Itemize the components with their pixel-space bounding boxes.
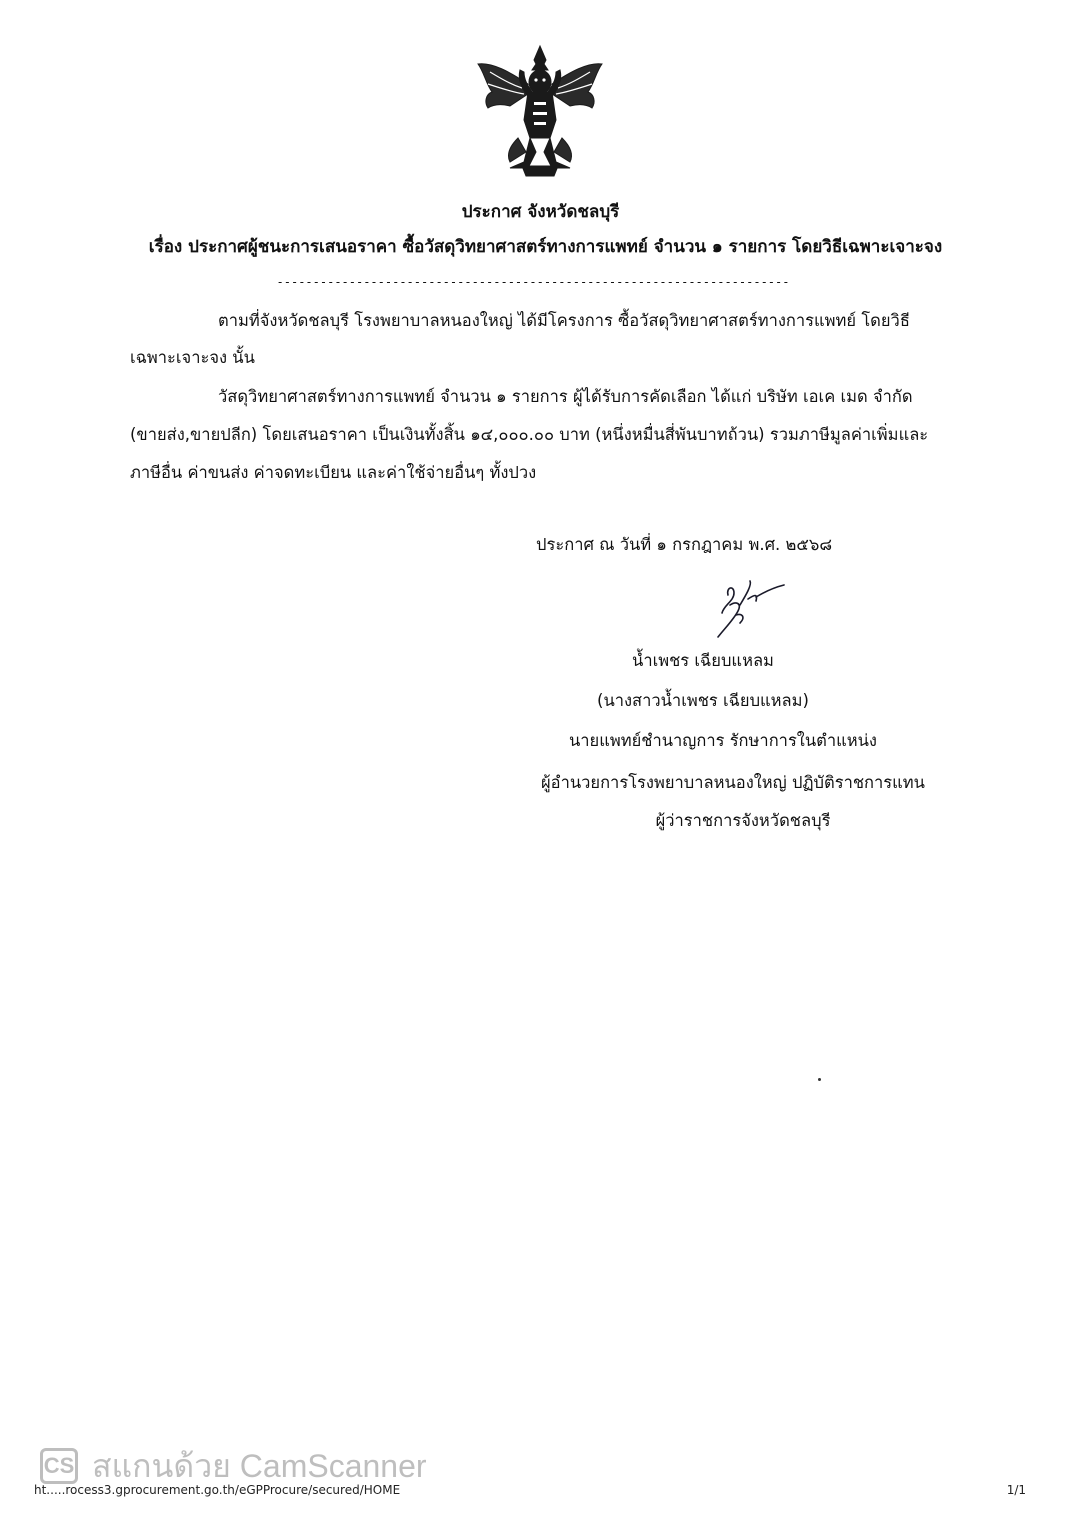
garuda-emblem-icon: [470, 42, 610, 178]
camscanner-logo-icon: CS: [40, 1448, 78, 1484]
footer-url: ht.....rocess3.gprocurement.go.th/eGPProcure/secured/HOME: [34, 1483, 401, 1497]
body-paragraph-line: ตามที่จังหวัดชลบุรี โรงพยาบาลหนองใหญ่ ได้มีโครงการ ซื้อวัสดุวิทยาศาสตร์ทางการแพทย์ โดยวิธี: [218, 311, 910, 330]
separator-line: -----------------------------------------------------------------------: [276, 275, 790, 289]
footer-page-number: 1/1: [1006, 1483, 1026, 1497]
camscanner-watermark: [40, 1446, 427, 1486]
signatory-position: ผู้ว่าราชการจังหวัดชลบุรี: [655, 811, 831, 830]
signatory-name: น้ำเพชร เฉียบแหลม: [632, 651, 774, 670]
signatory-position: ผู้อำนวยการโรงพยาบาลหนองใหญ่ ปฏิบัติราชการแทน: [541, 773, 925, 792]
signatory-position: นายแพทย์ชำนาญการ รักษาการในตำแหน่ง: [569, 731, 877, 750]
announcement-subject: เรื่อง ประกาศผู้ชนะการเสนอราคา ซื้อวัสดุวิทยาศาสตร์ทางการแพทย์ จำนวน ๑ รายการ โดยวิธีเฉพาะเจาะจง: [148, 237, 943, 257]
body-paragraph-line: เฉพาะเจาะจง นั้น: [130, 348, 255, 367]
announcement-heading: ประกาศ จังหวัดชลบุรี: [461, 202, 620, 222]
body-paragraph-line: วัสดุวิทยาศาสตร์ทางการแพทย์ จำนวน ๑ รายการ ผู้ได้รับการคัดเลือก ได้แก่ บริษัท เอเค เมด จำกัด: [218, 387, 913, 406]
watermark-text: สแกนด้วย CamScanner: [92, 1447, 427, 1484]
signature-icon: [700, 575, 795, 647]
announcement-date: ประกาศ ณ วันที่ ๑ กรกฎาคม พ.ศ. ๒๕๖๘: [536, 535, 833, 554]
body-paragraph-line: (ขายส่ง,ขายปลีก) โดยเสนอราคา เป็นเงินทั้งสิ้น ๑๔,๐๐๐.๐๐ บาท (หนึ่งหมื่นสี่พันบาทถ้วน) รวมภาษีมูลค่าเพิ่มและ: [130, 425, 929, 444]
scan-speck: [818, 1078, 821, 1081]
body-paragraph-line: ภาษีอื่น ค่าขนส่ง ค่าจดทะเบียน และค่าใช้จ่ายอื่นๆ ทั้งปวง: [130, 463, 537, 482]
signatory-full-name: (นางสาวน้ำเพชร เฉียบแหลม): [597, 691, 809, 710]
